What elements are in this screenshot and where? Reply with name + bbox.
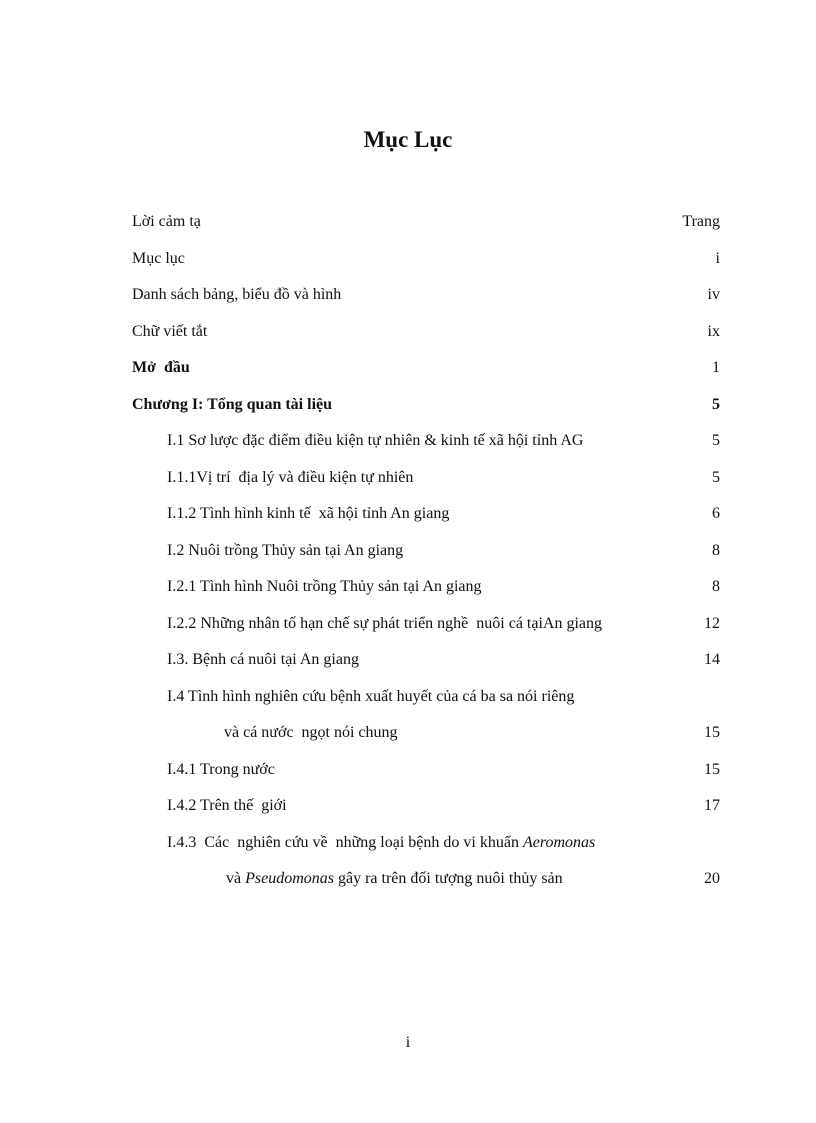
toc-row-section-1-3 [132, 642, 722, 679]
toc-page: 8 [712, 578, 720, 595]
toc-row-section-1-4-1 [132, 752, 722, 789]
toc-label: Chữ viết tắt [132, 322, 208, 340]
toc-label: I.1.2 Tình hình kinh tế xã hội tỉnh An giang [167, 505, 450, 522]
toc-label: I.3. Bệnh cá nuôi tại An giang [167, 651, 359, 668]
toc-label: I.4.2 Trên thế giới [167, 797, 287, 814]
table-of-contents [132, 204, 722, 898]
toc-row-contents [132, 241, 722, 278]
toc-page: 8 [712, 541, 720, 559]
toc-page: 5 [712, 432, 720, 449]
toc-row-section-1-4-cont [132, 715, 722, 752]
toc-page: 6 [712, 505, 720, 522]
toc-label [226, 861, 563, 898]
page-number: i [405, 1034, 411, 1051]
toc-row-section-1-1-1 [132, 460, 722, 497]
toc-page: i [715, 249, 720, 267]
toc-label: I.2.1 Tình hình Nuôi trồng Thủy sản tại An giang [167, 578, 482, 595]
page-title: Mục Lục [363, 127, 453, 152]
toc-row-section-1-2-1 [132, 569, 722, 606]
toc-label: và cá nước ngọt nói chung [224, 724, 398, 741]
toc-page: 15 [704, 724, 720, 741]
toc-label: Lời cảm tạ [132, 213, 201, 230]
toc-label: I.1 Sơ lược đặc điểm điều kiện tự nhiên & kinh tế xã hội tỉnh AG [167, 432, 584, 449]
toc-row-section-1-4 [132, 679, 722, 716]
toc-label: Mục lục [132, 249, 185, 267]
toc-label-text: và [226, 870, 246, 887]
toc-label: I.4.1 Trong nước [167, 760, 275, 778]
toc-label [167, 825, 595, 862]
toc-page: 12 [704, 614, 720, 632]
toc-row-chapter-1 [132, 387, 722, 424]
toc-row-section-1-2 [132, 533, 722, 570]
toc-label: I.2.2 Những nhân tố hạn chế sự phát triển nghề nuôi cá tạiAn giang [167, 614, 603, 632]
toc-row-section-1-2-2 [132, 606, 722, 643]
toc-row-acknowledgements [132, 204, 722, 241]
toc-label: I.2 Nuôi trồng Thủy sản tại An giang [167, 541, 404, 559]
toc-label: I.4 Tình hình nghiên cứu bệnh xuất huyết của cá ba sa nói riêng [167, 687, 575, 705]
toc-page: 5 [712, 395, 720, 413]
toc-row-section-1-4-3-cont [132, 861, 722, 898]
toc-row-section-1-4-3 [132, 825, 722, 862]
toc-row-section-1-4-2 [132, 788, 722, 825]
toc-label-text: gây ra trên đối tượng nuôi thủy sản [334, 870, 563, 887]
toc-label-genus: Pseudomonas [245, 870, 334, 887]
toc-label: Mở đầu [132, 359, 190, 376]
toc-page: 15 [704, 760, 720, 778]
toc-row-introduction [132, 350, 722, 387]
toc-page: ix [707, 322, 720, 340]
toc-row-abbreviations [132, 314, 722, 351]
toc-row-section-1-1 [132, 423, 722, 460]
toc-page: 20 [704, 870, 720, 887]
toc-label: Chương I: Tổng quan tài liệu [132, 395, 333, 413]
toc-label-genus: Aeromonas [522, 833, 596, 851]
toc-page-header: Trang [682, 213, 720, 230]
toc-page: 1 [712, 359, 720, 376]
toc-label: Danh sách bảng, biểu đồ và hình [132, 286, 342, 303]
toc-row-list-of-figures [132, 277, 722, 314]
toc-page: 17 [704, 797, 720, 814]
toc-page: iv [707, 286, 720, 303]
toc-row-section-1-1-2 [132, 496, 722, 533]
toc-label-text: I.4.3 Các nghiên cứu về những loại bệnh do vi khuẩn [167, 833, 523, 851]
toc-page: 5 [712, 468, 720, 486]
toc-page: 14 [704, 651, 720, 668]
toc-label: I.1.1Vị trí địa lý và điều kiện tự nhiên [167, 468, 414, 486]
